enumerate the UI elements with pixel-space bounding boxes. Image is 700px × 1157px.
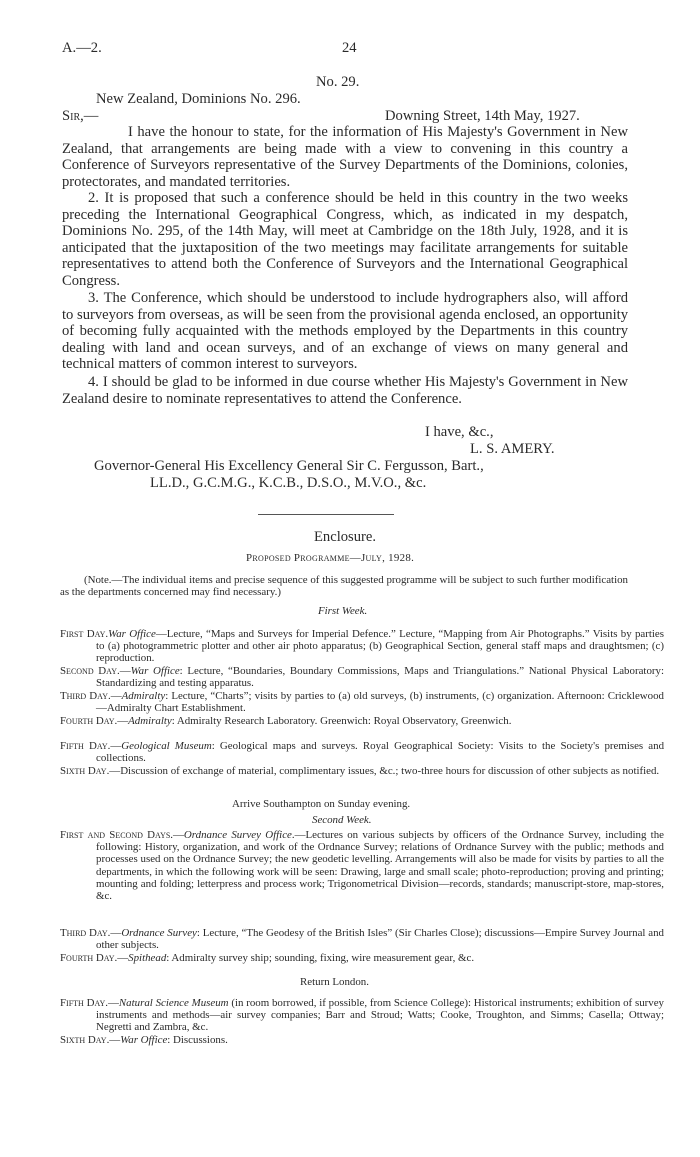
item-text: : Geological maps and surveys. Royal Geographical Society: Visits to the Society's premises and collections.: [96, 740, 665, 765]
item-text: : Discussions.: [167, 1034, 228, 1046]
venue: Ordnance Survey: [121, 927, 197, 939]
week-2-heading: Second Week.: [312, 814, 372, 826]
enclosure-heading: Enclosure.: [314, 529, 377, 545]
week-1-heading: First Week.: [318, 605, 368, 617]
day-label: Fourth Day.: [60, 715, 118, 727]
closing: I have, &c.,: [425, 424, 494, 440]
section-divider: [258, 514, 394, 515]
schedule-item: Fifth Day.—Natural Science Museum (in room borrowed, if possible, from Science College): Historical instruments; exhibition of survey instruments and methods—air survey companies; Barr and Stroud; Watts; Cooke, Troughton, and Simms; Casella; Ottway; Negretti and Zambra, &c.: [60, 997, 664, 1034]
page-number: 24: [342, 40, 357, 56]
day-label: Third Day.: [60, 690, 111, 702]
return-note: Return London.: [300, 976, 369, 988]
item-text: —Lecture, “Maps and Surveys for Imperial Defence.” Lecture, “Mapping from Air Photographs.” Visits by parties to (a) photogrammetric plotter and other air photo apparatus; (b) Geographical Section, general staff maps and draughtsmen; (c) reproduction.: [96, 628, 665, 665]
venue: Geological Museum: [121, 740, 212, 752]
addressee-line-2: LL.D., G.C.M.G., K.C.B., D.S.O., M.V.O., &c.: [150, 475, 427, 491]
despatch-number: No. 29.: [316, 74, 360, 90]
item-text: : Lecture, “Charts”; visits by parties to (a) old surveys, (b) instruments, (c) organization. Afternoon: Cricklewood—Admiralty Chart Establishment.: [96, 690, 664, 715]
programme-subheading: Proposed Programme—July, 1928.: [246, 552, 415, 564]
day-label: First and Second Days.: [60, 829, 174, 841]
venue: Admiralty: [121, 690, 166, 702]
despatch-paragraph-1: I have the honour to state, for the information of His Majesty's Government in New Zealand, that arrangements are being made with a view to convening in this country a Conference of Surveyors representative of the Survey Departments of the Dominions, colonies, protectorates, and mandated territories.: [62, 124, 628, 190]
day-label: Third Day.: [60, 927, 111, 939]
venue: Admiralty: [128, 715, 172, 727]
schedule-item: Third Day.—Admiralty: Lecture, “Charts”; visits by parties to (a) old surveys, (b) instruments, (c) organization. Afternoon: Cricklewood—Admiralty Chart Establishment.: [60, 690, 664, 715]
item-text: (in room borrowed, if possible, from Science College): Historical instruments; exhibition of survey instruments and methods—air survey companies; Barr and Stroud; Watts; Cooke, Troughton, and Simms; Casella; Ottway; Negretti and Zambra, &c.: [96, 997, 664, 1034]
venue: Natural Science Museum: [118, 997, 229, 1009]
day-label: Fifth Day.: [60, 997, 109, 1009]
salutation: Sir,—: [62, 108, 99, 124]
despatch-paragraph-3: 3. The Conference, which should be understood to include hydrographers also, will afford to surveyors from overseas, as will be seen from the provisional agenda enclosed, an opportunity of becoming fully acquainted with the methods employed by the Departments in this country dealing with land and ocean surveys, and of an exchange of views on many general and technical matters of common interest to surveyors.: [62, 290, 628, 373]
despatch-paragraph-2: 2. It is proposed that such a conference should be held in this country in the two weeks preceding the International Geographical Congress, which, as indicated in my despatch, Dominions No. 295, of the 14th May, will meet at Cambridge on the 18th July, 1928, and it is anticipated that the juxtaposition of the two meetings may facilitate arrangements for suitable representatives to attend both the Conference of Surveyors and the International Geographical Congress.: [62, 190, 628, 289]
item-text: : Admiralty Research Laboratory. Greenwich: Royal Observatory, Greenwich.: [171, 715, 512, 727]
despatch-from: New Zealand, Dominions No. 296.: [96, 91, 301, 107]
schedule-item: Sixth Day.—War Office: Discussions.: [60, 1034, 228, 1046]
venue: Spithead: [128, 952, 167, 964]
venue: War Office: [120, 1034, 168, 1046]
item-text: : Admiralty survey ship; sounding, fixing, wire measurement gear, &c.: [166, 952, 475, 964]
schedule-item: [60, 765, 664, 777]
item-text: : Lecture, “The Geodesy of the British Isles” (Sir Charles Close); discussions—Empire Survey Journal and other subjects.: [96, 927, 664, 952]
place-date: Downing Street, 14th May, 1927.: [385, 108, 580, 124]
page-ref: A.—2.: [62, 40, 102, 56]
day-label: Fifth Day.: [60, 740, 111, 752]
venue: Ordnance Survey Office: [183, 829, 292, 841]
programme-note: (Note.—The individual items and precise sequence of this suggested programme will be subject to such further modification as the departments concerned may find necessary.): [60, 574, 628, 599]
item-text: : Lecture, “Boundaries, Boundary Commissions, Maps and Triangulations.” National Physical Laboratory: Standardizing and testing apparatus.: [96, 665, 664, 690]
signature: L. S. AMERY.: [470, 441, 555, 457]
schedule-item: Third Day.—Ordnance Survey: Lecture, “The Geodesy of the British Isles” (Sir Charles Close); discussions—Empire Survey Journal and other subjects.: [60, 927, 664, 952]
day-label: Sixth Day.: [60, 1034, 110, 1046]
schedule-item: Fourth Day.—Spithead: Admiralty survey ship; sounding, fixing, wire measurement gear, &c.: [60, 952, 475, 964]
schedule-item: Fifth Day.—Geological Museum: Geological maps and surveys. Royal Geographical Society: Visits to the Society's premises and collections.: [60, 740, 665, 765]
venue: War Office: [130, 665, 180, 677]
day-label: Fourth Day.: [60, 952, 118, 964]
despatch-paragraph-4: 4. I should be glad to be informed in due course whether His Majesty's Government in New Zealand desire to nominate representatives to attend the Conference.: [62, 374, 628, 407]
item-text: .—Lectures on various subjects by officers of the Ordnance Survey, including the following: History, organization, and work of the Ordnance Survey; relations of Ordnance Survey with the public; methods and processes used on the Ordnance Survey; the new geodetic levelling. Arrangements will also be made for visits by parties to all the departments, in which the following work will be seen: Drawing, large and small scale; photo-reproduction; proving and printing; mounting and folding; letterpress and process work; Trigonometrical Division—records, standards; manuscript-store, map-stores, &c.: [96, 829, 664, 903]
arrival-note: Arrive Southampton on Sunday evening.: [232, 798, 411, 810]
venue: War Office: [108, 628, 156, 640]
day-label: Sixth Day.: [60, 765, 110, 777]
schedule-item: First and Second Days.—Ordnance Survey Office.—Lectures on various subjects by officers of the Ordnance Survey, including the following: History, organization, and work of the Ordnance Survey; relations of Ordnance Survey with the public; methods and processes used on the Ordnance Survey; the new geodetic levelling. Arrangements will also be made for visits by parties to all the departments, in which the following work will be seen: Drawing, large and small scale; photo-reproduction; proving and printing; mounting and folding; letterpress and process work; Trigonometrical Division—records, standards; manuscript-store, map-stores, &c.: [60, 829, 664, 903]
day-label: First Day.: [60, 628, 109, 640]
schedule-item: Fourth Day.—Admiralty: Admiralty Research Laboratory. Greenwich: Royal Observatory, Greenwich.: [60, 715, 512, 727]
item-text: —Discussion of exchange of material, complimentary issues, &c.; two-three hours for discussion of other subjects as notified.: [109, 765, 660, 777]
schedule-item: Second Day.—War Office: Lecture, “Boundaries, Boundary Commissions, Maps and Triangulations.” National Physical Laboratory: Standardizing and testing apparatus.: [60, 665, 664, 690]
schedule-item: [60, 628, 664, 665]
addressee-line-1: Governor-General His Excellency General Sir C. Fergusson, Bart.,: [94, 458, 484, 474]
day-label: Second Day.: [60, 665, 120, 677]
